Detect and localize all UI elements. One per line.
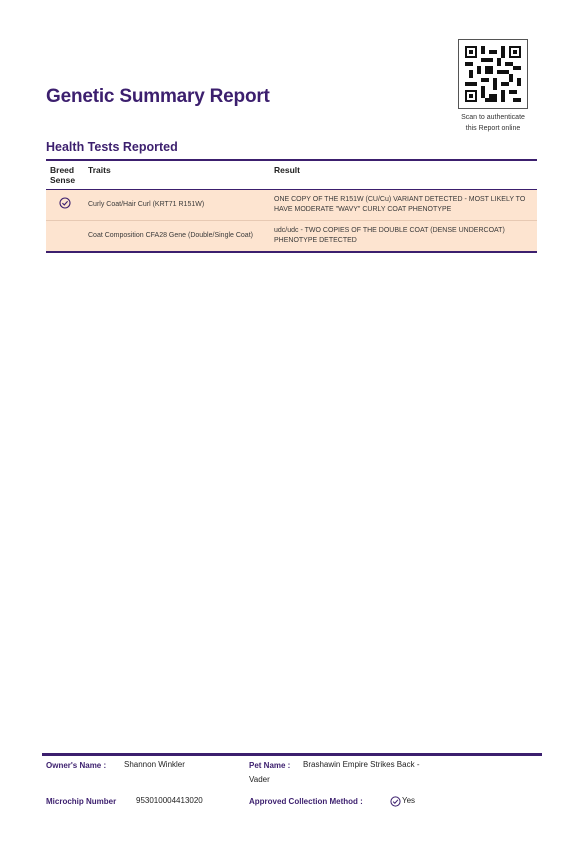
breed-sense-header (46, 160, 84, 190)
table-row (46, 221, 537, 253)
header-text: Breed (50, 165, 75, 175)
table-header-row (46, 160, 537, 190)
check-circle-icon (390, 794, 401, 812)
trait-cell: Curly Coat/Hair Curl (KRT71 R151W) (88, 201, 205, 208)
collection-method-value: Yes (402, 796, 416, 805)
owner-name-value: Shannon Winkler (124, 760, 185, 769)
qr-code[interactable] (458, 39, 528, 109)
table-row (46, 190, 537, 221)
microchip-label: Microchip Number (46, 797, 117, 806)
result-header: Result (274, 165, 300, 175)
pet-name-value-cont: Vader (249, 775, 270, 784)
qr-caption-line: this Report online (465, 125, 521, 132)
breed-sense-cell (46, 190, 84, 221)
footer-divider (42, 753, 542, 756)
header-text: Sense (50, 175, 76, 185)
result-text: udc/udc - TWO COPIES OF THE DOUBLE COAT (DENSE UNDERCOAT) (274, 227, 505, 234)
qr-caption-line: Scan to authenticate (461, 114, 525, 121)
trait-cell: Coat Composition CFA28 Gene (Double/Single Coat) (88, 232, 253, 239)
result-cell (270, 190, 537, 221)
breed-sense-cell (46, 221, 84, 253)
pet-name-value: Brashawin Empire Strikes Back - (303, 760, 420, 769)
result-text: PHENOTYPE DETECTED (274, 237, 357, 244)
result-text: HAVE MODERATE "WAVY" CURLY COAT PHENOTYPE (274, 206, 452, 213)
collection-method-label: Approved Collection Method : (249, 797, 363, 806)
check-circle-icon (59, 197, 71, 209)
report-title: Genetic Summary Report (46, 86, 270, 107)
health-tests-table (46, 159, 537, 253)
qr-caption (448, 112, 538, 134)
pet-name-label: Pet Name : (249, 761, 291, 770)
owner-name-label: Owner's Name : (46, 761, 107, 770)
qr-code-icon (465, 46, 521, 102)
result-cell (270, 221, 537, 253)
result-text: ONE COPY OF THE R151W (CU/Cu) VARIANT DETECTED - MOST LIKELY TO (274, 196, 526, 203)
traits-header: Traits (88, 165, 111, 175)
microchip-value: 953010004413020 (136, 796, 203, 805)
section-title: Health Tests Reported (46, 140, 178, 154)
